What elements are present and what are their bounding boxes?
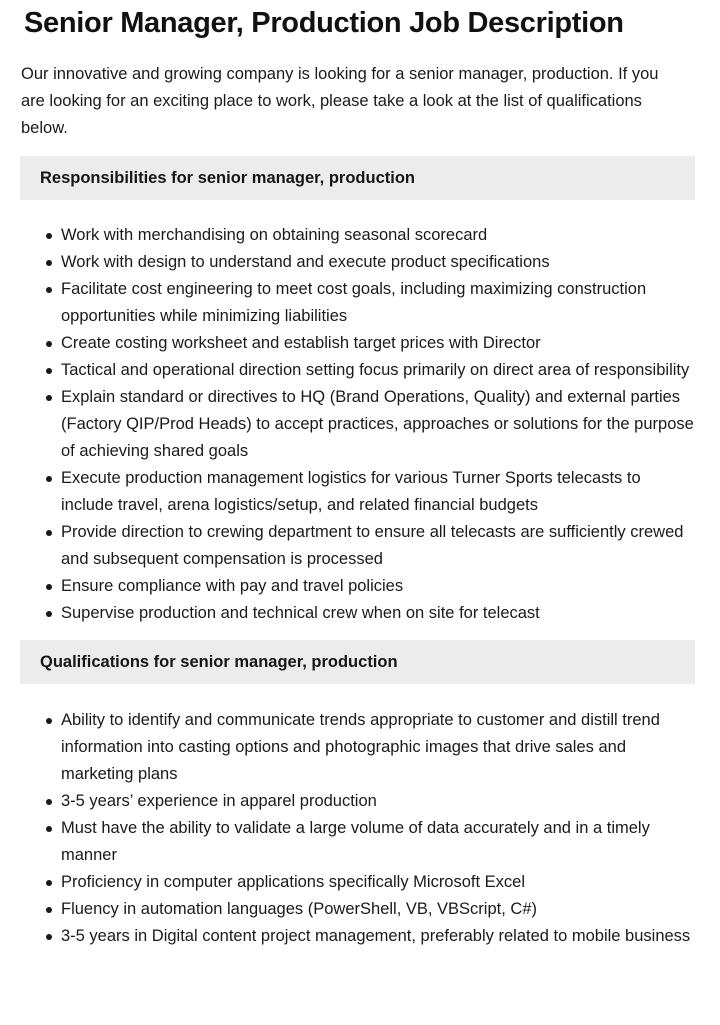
list-item: Ability to identify and communicate trends appropriate to customer and distill trend information into casting options and photographic images that drive sales and marketing plans (0, 707, 695, 788)
list-item: Provide direction to crewing department to ensure all telecasts are sufficiently crewed and subsequent compensation is processed (0, 519, 695, 573)
list-item: Facilitate cost engineering to meet cost goals, including maximizing construction opportunities while minimizing liabilities (0, 276, 695, 330)
list-item: Fluency in automation languages (PowerShell, VB, VBScript, C#) (0, 896, 695, 923)
page-title: Senior Manager, Production Job Description (24, 7, 624, 39)
list-item: 3-5 years in Digital content project management, preferably related to mobile business (0, 923, 695, 950)
responsibilities-list (0, 200, 720, 627)
list-item: Work with design to understand and execute product specifications (0, 249, 695, 276)
list-item: Execute production management logistics for various Turner Sports telecasts to include travel, arena logistics/setup, and related financial budgets (0, 465, 695, 519)
list-item: Work with merchandising on obtaining seasonal scorecard (0, 222, 695, 249)
qualifications-heading-bar (20, 640, 695, 684)
intro-paragraph: Our innovative and growing company is looking for a senior manager, production. If you are looking for an exciting place to work, please take a look at the list of qualifications below. (21, 65, 659, 137)
list-item: 3-5 years’ experience in apparel production (0, 788, 695, 815)
responsibilities-section (0, 156, 720, 627)
list-item: Supervise production and technical crew when on site for telecast (0, 600, 695, 627)
qualifications-section (0, 640, 720, 950)
list-item: Explain standard or directives to HQ (Brand Operations, Quality) and external parties (Factory QIP/Prod Heads) to accept practices, approaches or solutions for the purpose of achieving shared goals (0, 384, 695, 465)
responsibilities-heading-bar (20, 156, 695, 200)
list-item: Tactical and operational direction setting focus primarily on direct area of responsibility (0, 357, 695, 384)
list-item: Must have the ability to validate a large volume of data accurately and in a timely manner (0, 815, 695, 869)
list-item: Ensure compliance with pay and travel policies (0, 573, 695, 600)
list-item: Proficiency in computer applications specifically Microsoft Excel (0, 869, 695, 896)
qualifications-list (0, 684, 720, 950)
list-item: Create costing worksheet and establish target prices with Director (0, 330, 695, 357)
qualifications-heading: Qualifications for senior manager, production (40, 652, 398, 671)
responsibilities-heading: Responsibilities for senior manager, production (40, 168, 415, 187)
